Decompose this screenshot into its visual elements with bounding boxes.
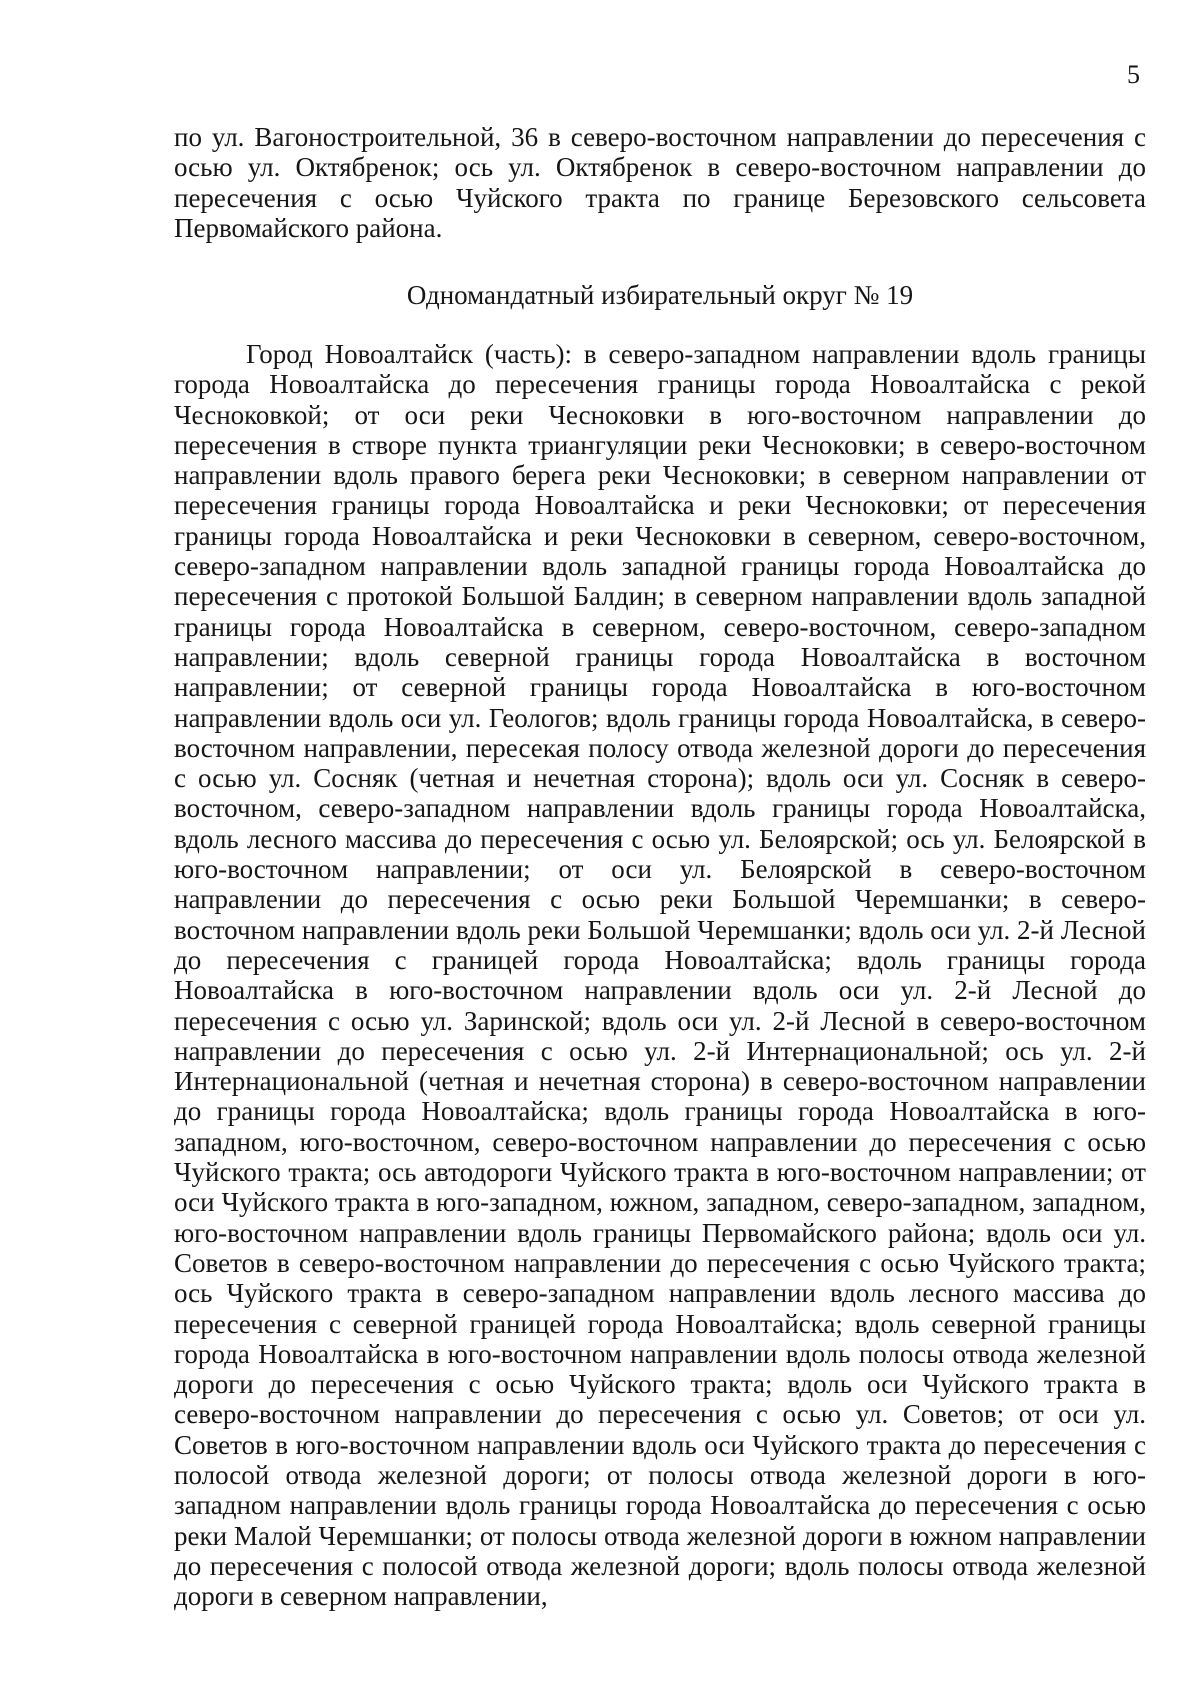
continuation-paragraph: по ул. Вагоностроительной, 36 в северо-восточном направлении до пересечения с осью ул. Октябренок; ось ул. Октябренок в северо-восточном направлении до пересечения с осью Чуйского тракта по границе Березовского сельсовета Первомайского района. <box>174 122 1146 243</box>
continuation-block <box>174 122 1146 243</box>
page-number: 5 <box>1127 60 1140 89</box>
district-description-block <box>174 339 1146 1611</box>
district-heading: Одномандатный избирательный округ № 19 <box>406 280 914 310</box>
district-description: Город Новоалтайск (часть): в северо-западном направлении вдоль границы города Новоалтайска до пересечения границы города Новоалтайска с рекой Чесноковкой; от оси реки Чесноковки в юго-восточном направлении до пересечения в створе пункта триангуляции реки Чесноковки; в северо-восточном направлении вдоль правого берега реки Чесноковки; в северном направлении от пересечения границы города Новоалтайска и реки Чесноковки; от пересечения границы города Новоалтайска и реки Чесноковки в северном, северо-восточном, северо-западном направлении вдоль западной границы города Новоалтайска до пересечения с протокой Большой Балдин; в северном направлении вдоль западной границы города Новоалтайска в северном, северо-восточном, северо-западном направлении; вдоль северной границы города Новоалтайска в восточном направлении; от северной границы города Новоалтайска в юго-восточном направлении вдоль оси ул. Геологов; вдоль границы города Новоалтайска, в северо-восточном направлении, пересекая полосу отвода железной дороги до пересечения с осью ул. Сосняк (четная и нечетная сторона); вдоль оси ул. Сосняк в северо-восточном, северо-западном направлении вдоль границы города Новоалтайска, вдоль лесного массива до пересечения с осью ул. Белоярской; ось ул. Белоярской в юго-восточном направлении; от оси ул. Белоярской в северо-восточном направлении до пересечения с осью реки Большой Черемшанки; в северо-восточном направлении вдоль реки Большой Черемшанки; вдоль оси ул. 2-й Лесной до пересечения с границей города Новоалтайска; вдоль границы города Новоалтайска в юго-восточном направлении вдоль оси ул. 2-й Лесной до пересечения с осью ул. Заринской; вдоль оси ул. 2-й Лесной в северо-восточном направлении до пересечения с осью ул. 2-й Интернациональной; ось ул. 2-й Интернациональной (четная и нечетная сторона) в северо-восточном направлении до границы города Новоалтайска; вдоль границы города Новоалтайска в юго-западном, юго-восточном, северо-восточном направлении до пересечения с осью Чуйского тракта; ось автодороги Чуйского тракта в юго-восточном направлении; от оси Чуйского тракта в юго-западном, южном, западном, северо-западном, западном, юго-восточном направлении вдоль границы Первомайского района; вдоль оси ул. Советов в северо-восточном направлении до пересечения с осью Чуйского тракта; ось Чуйского тракта в северо-западном направлении вдоль лесного массива до пересечения с северной границей города Новоалтайска; вдоль северной границы города Новоалтайска в юго-восточном направлении вдоль полосы отвода железной дороги до пересечения с осью Чуйского тракта; вдоль оси Чуйского тракта в северо-восточном направлении до пересечения с осью ул. Советов; от оси ул. Советов в юго-восточном направлении вдоль оси Чуйского тракта до пересечения с полосой отвода железной дороги; от полосы отвода железной дороги в юго-западном направлении вдоль границы города Новоалтайска до пересечения с осью реки Малой Черемшанки; от полосы отвода железной дороги в южном направлении до пересечения с полосой отвода железной дороги; вдоль полосы отвода железной дороги в северном направлении, <box>174 339 1146 1612</box>
